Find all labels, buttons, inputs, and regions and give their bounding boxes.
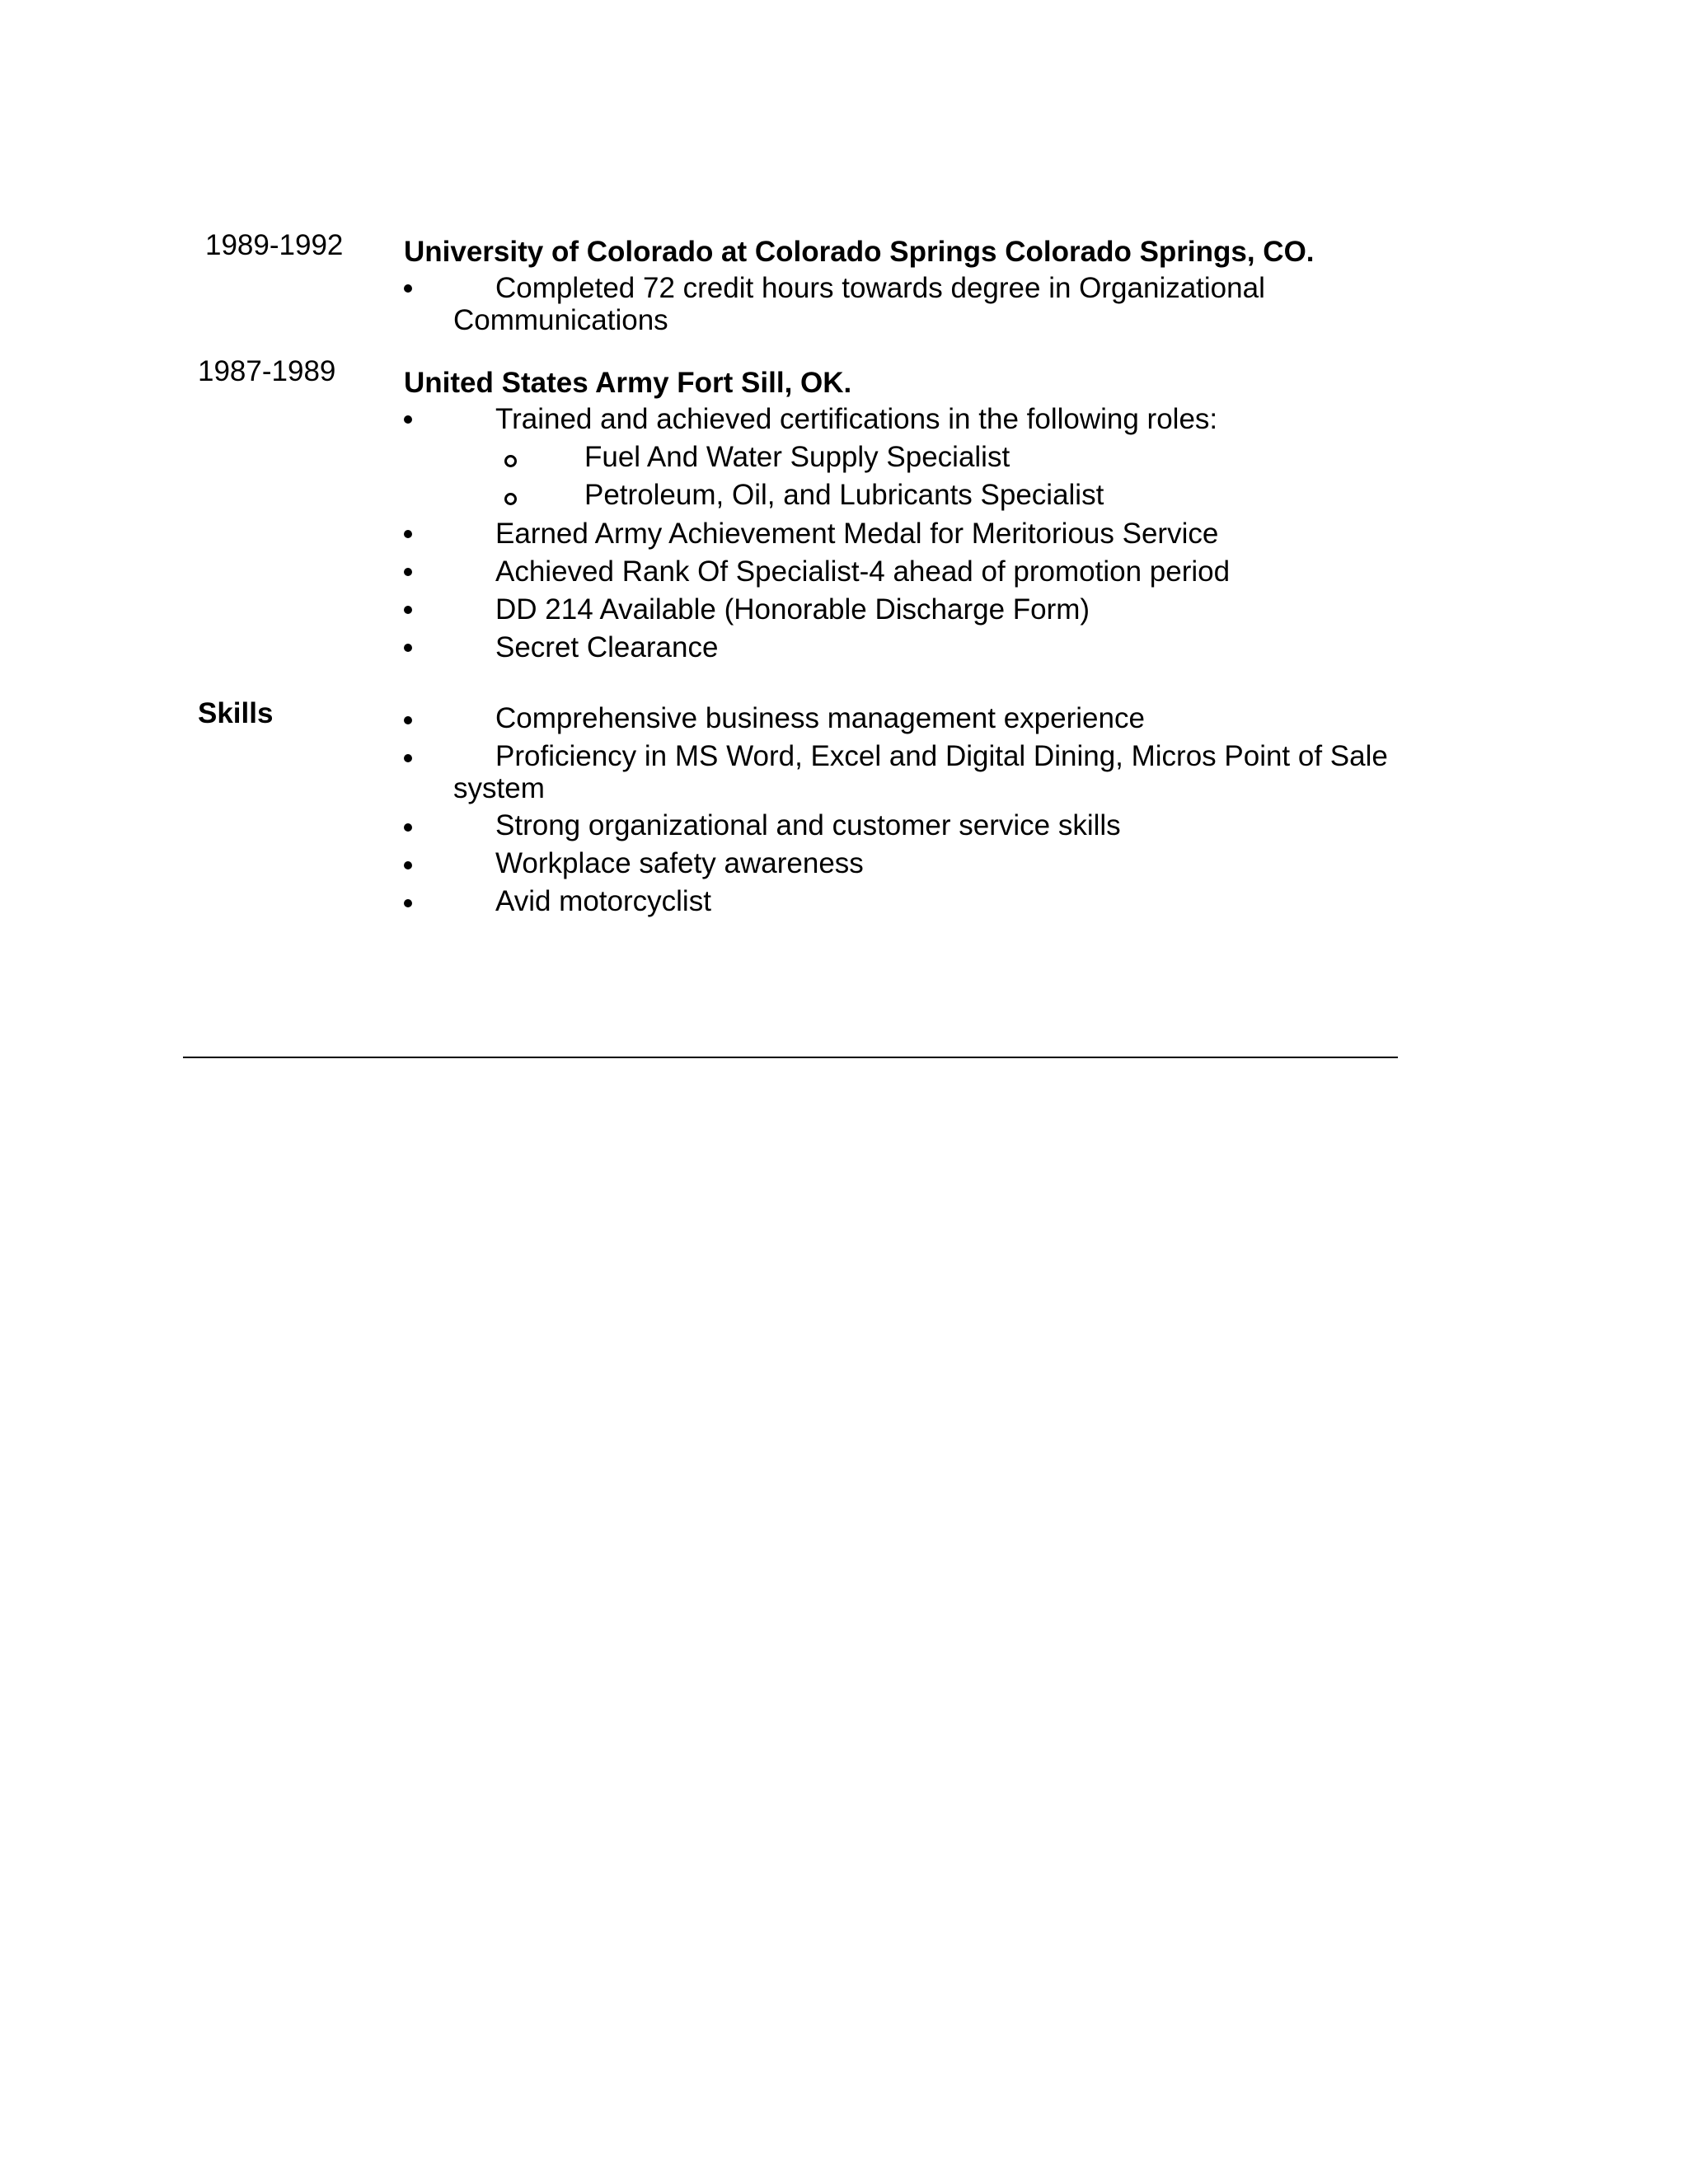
military-title: United States Army Fort Sill, OK. [404, 367, 852, 399]
military-item: Secret Clearance [495, 631, 719, 663]
bullet-icon [404, 754, 412, 762]
military-dates: 1987-1989 [198, 355, 336, 387]
bullet-icon [404, 568, 412, 576]
bullet-icon [404, 861, 412, 869]
skills-heading: Skills [198, 697, 274, 729]
skills-item: Strong organizational and customer service skills [495, 809, 1121, 841]
education-item-line2: Communications [453, 304, 668, 336]
education-item-line1: Completed 72 credit hours towards degree in Organizational [495, 272, 1265, 304]
skills-item: Comprehensive business management experience [495, 702, 1145, 734]
bullet-icon [404, 284, 412, 293]
bullet-icon [404, 823, 412, 832]
skills-item: Workplace safety awareness [495, 847, 864, 879]
education-dates: 1989-1992 [205, 229, 344, 261]
bullet-icon [404, 530, 412, 538]
skills-item: Proficiency in MS Word, Excel and Digital Dining, Micros Point of Sale [495, 740, 1388, 772]
section-divider [183, 1057, 1398, 1058]
bullet-icon [404, 415, 412, 424]
military-item: Earned Army Achievement Medal for Meritorious Service [495, 518, 1219, 550]
military-item: Trained and achieved certifications in the following roles: [495, 403, 1218, 435]
skills-item: Avid motorcyclist [495, 885, 711, 917]
bullet-icon [404, 606, 412, 614]
bullet-icon [404, 644, 412, 652]
skills-item-continuation: system [453, 772, 545, 804]
military-item: DD 214 Available (Honorable Discharge Form) [495, 593, 1090, 626]
bullet-icon [404, 899, 412, 907]
sub-bullet-icon [504, 455, 517, 467]
sub-bullet-icon [504, 493, 517, 505]
education-title: University of Colorado at Colorado Springs Colorado Springs, CO. [404, 236, 1315, 268]
military-item: Achieved Rank Of Specialist-4 ahead of promotion period [495, 555, 1231, 588]
military-subitem: Petroleum, Oil, and Lubricants Specialist [584, 479, 1104, 511]
military-subitem: Fuel And Water Supply Specialist [584, 441, 1010, 473]
bullet-icon [404, 716, 412, 724]
